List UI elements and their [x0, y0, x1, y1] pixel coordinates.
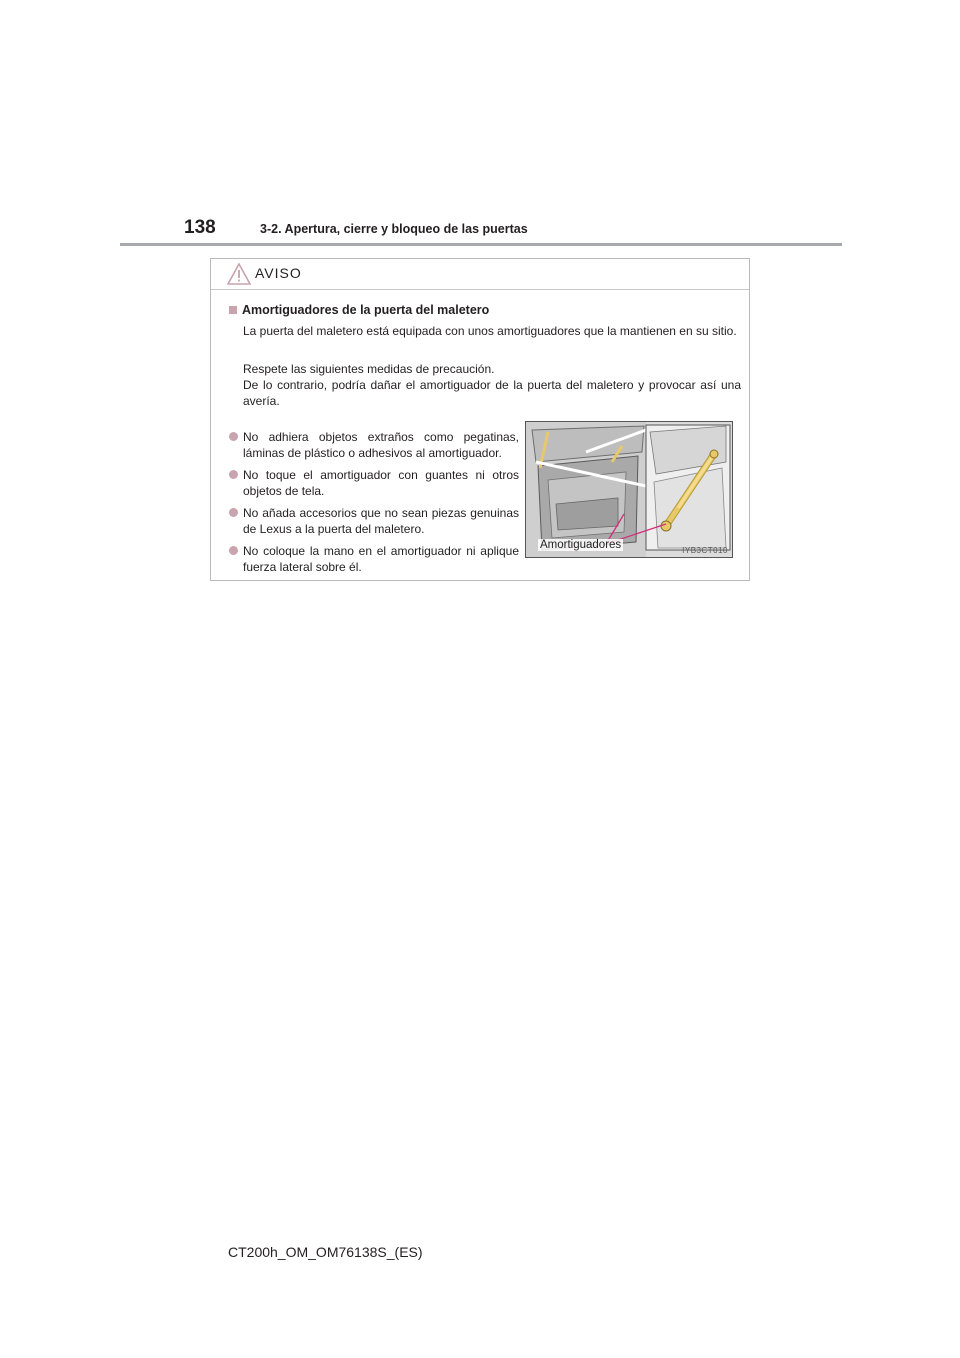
warning-header — [211, 259, 749, 290]
footer-document-code: CT200h_OM_OM76138S_(ES) — [228, 1244, 423, 1260]
figure-callout-label: Amortiguadores — [540, 539, 622, 551]
list-item — [229, 543, 519, 575]
paragraph: Respete las siguientes medidas de precaución. — [243, 362, 495, 376]
warning-box — [210, 258, 750, 581]
precaution-list — [229, 429, 519, 581]
list-item-text: No adhiera objetos extraños como pegatinas, láminas de plástico o adhesivos al amortiguador. — [243, 430, 519, 460]
list-item — [229, 429, 519, 461]
warning-subheading — [229, 303, 489, 317]
paragraph: La puerta del maletero está equipada con unos amortiguadores que la mantienen en su sitio. — [243, 324, 737, 338]
list-item-text: No coloque la mano en el amortiguador ni aplique fuerza lateral sobre él. — [243, 544, 519, 574]
bullet-dot-icon — [229, 508, 238, 517]
square-bullet-icon — [229, 306, 237, 314]
page-number: 138 — [184, 217, 216, 238]
list-item — [229, 505, 519, 537]
bullet-dot-icon — [229, 470, 238, 479]
subheading-text: Amortiguadores de la puerta del maletero — [242, 303, 490, 317]
bullet-dot-icon — [229, 432, 238, 441]
warning-label: AVISO — [255, 265, 302, 281]
tailgate-drawing — [526, 422, 733, 558]
figure-code: IYB3CT010 — [682, 546, 728, 555]
section-title: 3-2. Apertura, cierre y bloqueo de las puertas — [260, 222, 528, 236]
paragraph: De lo contrario, podría dañar el amortiguador de la puerta del maletero y provocar así una avería. — [243, 378, 741, 408]
list-item-text: No añada accesorios que no sean piezas genuinas de Lexus a la puerta del maletero. — [243, 506, 519, 536]
list-item-text: No toque el amortiguador con guantes ni otros objetos de tela. — [243, 468, 519, 498]
bullet-dot-icon — [229, 546, 238, 555]
tailgate-strut-illustration — [525, 421, 733, 558]
warning-triangle-icon — [227, 263, 251, 285]
header-rule — [120, 243, 842, 246]
list-item — [229, 467, 519, 499]
